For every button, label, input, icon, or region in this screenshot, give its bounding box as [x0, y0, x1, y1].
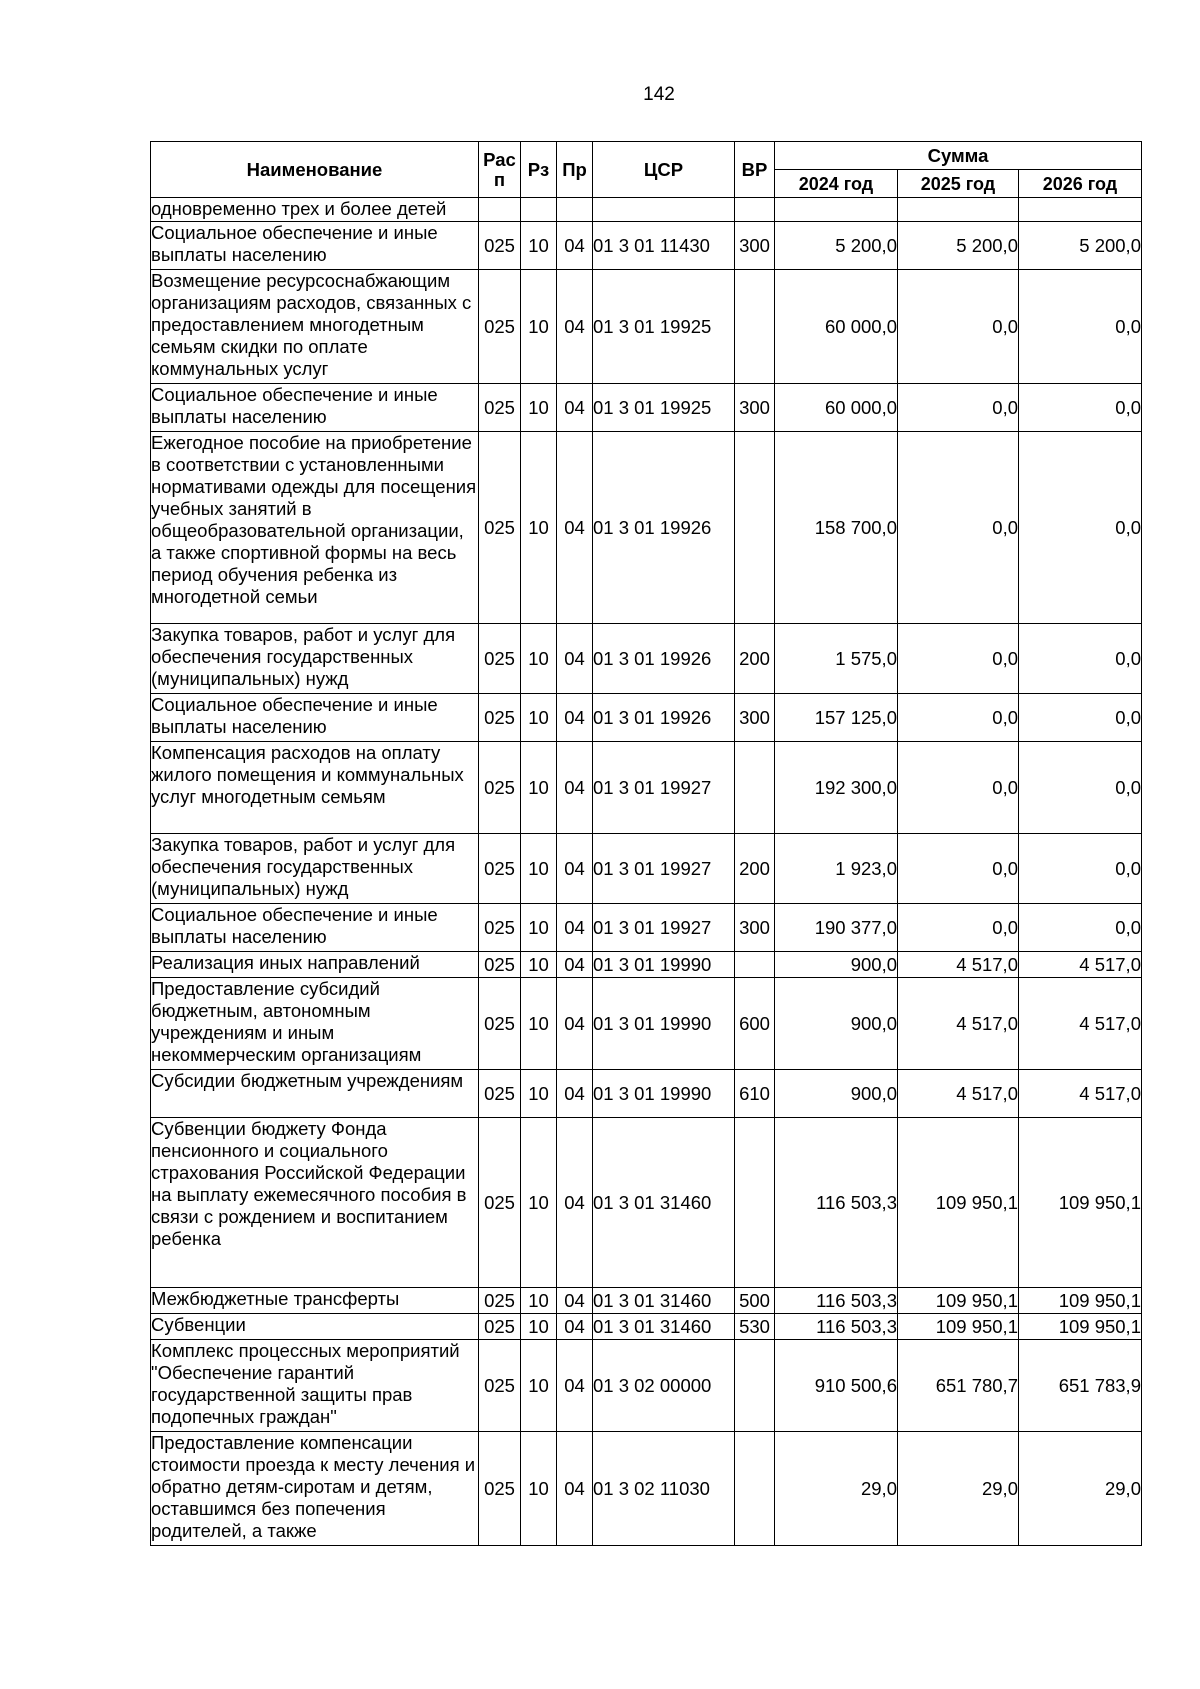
cell-vr: [735, 742, 775, 834]
table-row: [151, 694, 1142, 742]
header-rz: Рз: [521, 142, 557, 198]
cell-name: Предоставление субсидий бюджетным, автономным учреждениям и иным некоммерческим организациям: [151, 978, 479, 1070]
header-year-2024: 2024 год: [775, 170, 898, 198]
cell-rz: 10: [521, 834, 557, 904]
cell-name: Предоставление компенсации стоимости проезда к месту лечения и обратно детям-сиротам и детям, оставшимся без попечения родителей, а также: [151, 1432, 479, 1546]
cell-csr: 01 3 01 31460: [593, 1118, 735, 1288]
table-row: [151, 432, 1142, 624]
page-number: 142: [643, 84, 675, 105]
cell-sum-2024: 910 500,6: [775, 1340, 898, 1432]
cell-rz: 10: [521, 978, 557, 1070]
cell-csr: 01 3 01 19926: [593, 624, 735, 694]
cell-vr: 500: [735, 1288, 775, 1314]
cell-csr: 01 3 02 00000: [593, 1340, 735, 1432]
cell-sum-2025: 0,0: [898, 694, 1019, 742]
cell-rasp: 025: [479, 624, 521, 694]
cell-pr: 04: [557, 952, 593, 978]
cell-sum-2025: 4 517,0: [898, 952, 1019, 978]
cell-rz: 10: [521, 222, 557, 270]
cell-rasp: [479, 198, 521, 222]
cell-rasp: 025: [479, 1288, 521, 1314]
cell-rz: 10: [521, 384, 557, 432]
cell-csr: 01 3 02 11030: [593, 1432, 735, 1546]
cell-sum-2025: 109 950,1: [898, 1314, 1019, 1340]
cell-sum-2025: 0,0: [898, 270, 1019, 384]
cell-csr: 01 3 01 19927: [593, 834, 735, 904]
cell-vr: [735, 1118, 775, 1288]
cell-rz: 10: [521, 1118, 557, 1288]
cell-sum-2025: 29,0: [898, 1432, 1019, 1546]
cell-rz: 10: [521, 624, 557, 694]
table-row: [151, 952, 1142, 978]
cell-vr: 530: [735, 1314, 775, 1340]
cell-sum-2026: 5 200,0: [1019, 222, 1142, 270]
table-row: [151, 834, 1142, 904]
cell-sum-2024: 116 503,3: [775, 1314, 898, 1340]
cell-sum-2026: 0,0: [1019, 742, 1142, 834]
cell-sum-2024: [775, 198, 898, 222]
cell-vr: 600: [735, 978, 775, 1070]
cell-name: Компенсация расходов на оплату жилого помещения и коммунальных услуг многодетным семьям: [151, 742, 479, 834]
cell-pr: 04: [557, 270, 593, 384]
cell-pr: 04: [557, 222, 593, 270]
table-row: [151, 904, 1142, 952]
cell-rasp: 025: [479, 834, 521, 904]
cell-csr: 01 3 01 19926: [593, 432, 735, 624]
table-row: [151, 222, 1142, 270]
table-row: [151, 1070, 1142, 1118]
cell-pr: 04: [557, 432, 593, 624]
cell-name: Субвенции бюджету Фонда пенсионного и социального страхования Российской Федерации на выплату ежемесячного пособия в связи с рождением и воспитанием ребенка: [151, 1118, 479, 1288]
cell-sum-2024: 1 923,0: [775, 834, 898, 904]
cell-sum-2025: [898, 198, 1019, 222]
header-pr: Пр: [557, 142, 593, 198]
table-body: [151, 198, 1142, 1546]
cell-sum-2025: 4 517,0: [898, 1070, 1019, 1118]
cell-rasp: 025: [479, 694, 521, 742]
cell-rasp: 025: [479, 1314, 521, 1340]
cell-sum-2026: 0,0: [1019, 624, 1142, 694]
cell-sum-2025: 0,0: [898, 624, 1019, 694]
cell-pr: 04: [557, 834, 593, 904]
header-year-2026: 2026 год: [1019, 170, 1142, 198]
cell-rz: [521, 198, 557, 222]
cell-sum-2024: 5 200,0: [775, 222, 898, 270]
cell-name: Социальное обеспечение и иные выплаты населению: [151, 694, 479, 742]
cell-vr: 300: [735, 904, 775, 952]
cell-csr: 01 3 01 31460: [593, 1314, 735, 1340]
cell-pr: 04: [557, 742, 593, 834]
cell-name: одновременно трех и более детей: [151, 198, 479, 222]
cell-pr: 04: [557, 694, 593, 742]
header-vr: ВР: [735, 142, 775, 198]
table-row: [151, 1118, 1142, 1288]
table-row: [151, 978, 1142, 1070]
cell-vr: [735, 1432, 775, 1546]
cell-pr: 04: [557, 1340, 593, 1432]
cell-vr: [735, 1340, 775, 1432]
table-row: [151, 1340, 1142, 1432]
cell-pr: 04: [557, 1314, 593, 1340]
cell-sum-2024: 157 125,0: [775, 694, 898, 742]
cell-csr: 01 3 01 19926: [593, 694, 735, 742]
cell-sum-2025: 0,0: [898, 742, 1019, 834]
cell-sum-2024: 158 700,0: [775, 432, 898, 624]
cell-rasp: 025: [479, 1340, 521, 1432]
cell-sum-2025: 651 780,7: [898, 1340, 1019, 1432]
cell-sum-2026: 109 950,1: [1019, 1314, 1142, 1340]
cell-csr: 01 3 01 19927: [593, 904, 735, 952]
table-row: [151, 1314, 1142, 1340]
cell-csr: 01 3 01 19990: [593, 952, 735, 978]
cell-name: Социальное обеспечение и иные выплаты населению: [151, 222, 479, 270]
cell-pr: 04: [557, 624, 593, 694]
cell-pr: 04: [557, 1288, 593, 1314]
table-row: [151, 384, 1142, 432]
cell-sum-2025: 0,0: [898, 904, 1019, 952]
cell-sum-2024: 190 377,0: [775, 904, 898, 952]
cell-rz: 10: [521, 270, 557, 384]
header-csr: ЦСР: [593, 142, 735, 198]
cell-csr: 01 3 01 19927: [593, 742, 735, 834]
table-row: [151, 742, 1142, 834]
cell-sum-2024: 60 000,0: [775, 270, 898, 384]
table-row: [151, 1288, 1142, 1314]
cell-sum-2024: 192 300,0: [775, 742, 898, 834]
cell-vr: [735, 198, 775, 222]
cell-rz: 10: [521, 904, 557, 952]
cell-pr: [557, 198, 593, 222]
cell-rasp: 025: [479, 952, 521, 978]
cell-rasp: 025: [479, 904, 521, 952]
cell-rasp: 025: [479, 222, 521, 270]
cell-rz: 10: [521, 1288, 557, 1314]
cell-name: Закупка товаров, работ и услуг для обеспечения государственных (муниципальных) нужд: [151, 834, 479, 904]
cell-sum-2024: 60 000,0: [775, 384, 898, 432]
cell-csr: 01 3 01 31460: [593, 1288, 735, 1314]
cell-rz: 10: [521, 1070, 557, 1118]
header-rasp: Рас п: [479, 142, 521, 198]
cell-rz: 10: [521, 1432, 557, 1546]
cell-vr: [735, 952, 775, 978]
cell-sum-2025: 109 950,1: [898, 1118, 1019, 1288]
cell-name: Закупка товаров, работ и услуг для обеспечения государственных (муниципальных) нужд: [151, 624, 479, 694]
header-sum: Сумма: [775, 142, 1142, 170]
cell-vr: 200: [735, 624, 775, 694]
cell-name: Реализация иных направлений: [151, 952, 479, 978]
cell-name: Субсидии бюджетным учреждениям: [151, 1070, 479, 1118]
cell-pr: 04: [557, 1070, 593, 1118]
cell-name: Субвенции: [151, 1314, 479, 1340]
cell-sum-2025: 0,0: [898, 432, 1019, 624]
cell-vr: [735, 432, 775, 624]
cell-rasp: 025: [479, 432, 521, 624]
cell-sum-2026: 651 783,9: [1019, 1340, 1142, 1432]
table-row: [151, 270, 1142, 384]
cell-vr: 610: [735, 1070, 775, 1118]
cell-name: Ежегодное пособие на приобретение в соответствии с установленными нормативами одежды для посещения учебных занятий в общеобразовательной организации, а также спортивной формы на весь период обучения ребенка из многодетной семьи: [151, 432, 479, 624]
cell-csr: [593, 198, 735, 222]
cell-csr: 01 3 01 19925: [593, 270, 735, 384]
cell-name: Возмещение ресурсоснабжающим организациям расходов, связанных с предоставлением многодетным семьям скидки по оплате коммунальных услуг: [151, 270, 479, 384]
cell-rz: 10: [521, 694, 557, 742]
cell-sum-2026: 0,0: [1019, 904, 1142, 952]
cell-sum-2025: 0,0: [898, 834, 1019, 904]
cell-sum-2026: 29,0: [1019, 1432, 1142, 1546]
cell-pr: 04: [557, 384, 593, 432]
cell-rz: 10: [521, 1314, 557, 1340]
cell-sum-2024: 900,0: [775, 952, 898, 978]
cell-sum-2024: 116 503,3: [775, 1288, 898, 1314]
cell-name: Социальное обеспечение и иные выплаты населению: [151, 904, 479, 952]
budget-table: [150, 141, 1142, 1546]
cell-name: Комплекс процессных мероприятий "Обеспечение гарантий государственной защиты прав подопечных граждан": [151, 1340, 479, 1432]
cell-pr: 04: [557, 904, 593, 952]
header-year-2025: 2025 год: [898, 170, 1019, 198]
cell-csr: 01 3 01 19925: [593, 384, 735, 432]
cell-sum-2026: 0,0: [1019, 432, 1142, 624]
table-row: [151, 624, 1142, 694]
cell-sum-2026: 109 950,1: [1019, 1118, 1142, 1288]
cell-pr: 04: [557, 978, 593, 1070]
cell-sum-2024: 1 575,0: [775, 624, 898, 694]
cell-sum-2026: 0,0: [1019, 384, 1142, 432]
cell-rasp: 025: [479, 270, 521, 384]
cell-sum-2024: 116 503,3: [775, 1118, 898, 1288]
table-row: [151, 198, 1142, 222]
cell-vr: 300: [735, 694, 775, 742]
cell-sum-2025: 0,0: [898, 384, 1019, 432]
cell-rz: 10: [521, 432, 557, 624]
cell-rasp: 025: [479, 978, 521, 1070]
cell-rasp: 025: [479, 1070, 521, 1118]
cell-csr: 01 3 01 19990: [593, 1070, 735, 1118]
cell-sum-2026: 0,0: [1019, 694, 1142, 742]
cell-name: Межбюджетные трансферты: [151, 1288, 479, 1314]
cell-sum-2026: 109 950,1: [1019, 1288, 1142, 1314]
cell-rz: 10: [521, 1340, 557, 1432]
cell-name: Социальное обеспечение и иные выплаты населению: [151, 384, 479, 432]
cell-vr: [735, 270, 775, 384]
cell-sum-2026: 4 517,0: [1019, 978, 1142, 1070]
cell-sum-2024: 900,0: [775, 1070, 898, 1118]
cell-vr: 300: [735, 384, 775, 432]
cell-sum-2026: 4 517,0: [1019, 1070, 1142, 1118]
cell-vr: 300: [735, 222, 775, 270]
cell-rz: 10: [521, 742, 557, 834]
cell-sum-2026: [1019, 198, 1142, 222]
cell-vr: 200: [735, 834, 775, 904]
cell-sum-2026: 0,0: [1019, 834, 1142, 904]
cell-csr: 01 3 01 19990: [593, 978, 735, 1070]
cell-sum-2025: 5 200,0: [898, 222, 1019, 270]
header-name: Наименование: [151, 142, 479, 198]
cell-csr: 01 3 01 11430: [593, 222, 735, 270]
cell-sum-2025: 109 950,1: [898, 1288, 1019, 1314]
cell-pr: 04: [557, 1432, 593, 1546]
cell-rasp: 025: [479, 742, 521, 834]
cell-sum-2026: 4 517,0: [1019, 952, 1142, 978]
cell-sum-2026: 0,0: [1019, 270, 1142, 384]
cell-pr: 04: [557, 1118, 593, 1288]
cell-rasp: 025: [479, 1118, 521, 1288]
cell-sum-2024: 900,0: [775, 978, 898, 1070]
cell-rasp: 025: [479, 1432, 521, 1546]
cell-sum-2025: 4 517,0: [898, 978, 1019, 1070]
cell-sum-2024: 29,0: [775, 1432, 898, 1546]
cell-rasp: 025: [479, 384, 521, 432]
table-row: [151, 1432, 1142, 1546]
cell-rz: 10: [521, 952, 557, 978]
